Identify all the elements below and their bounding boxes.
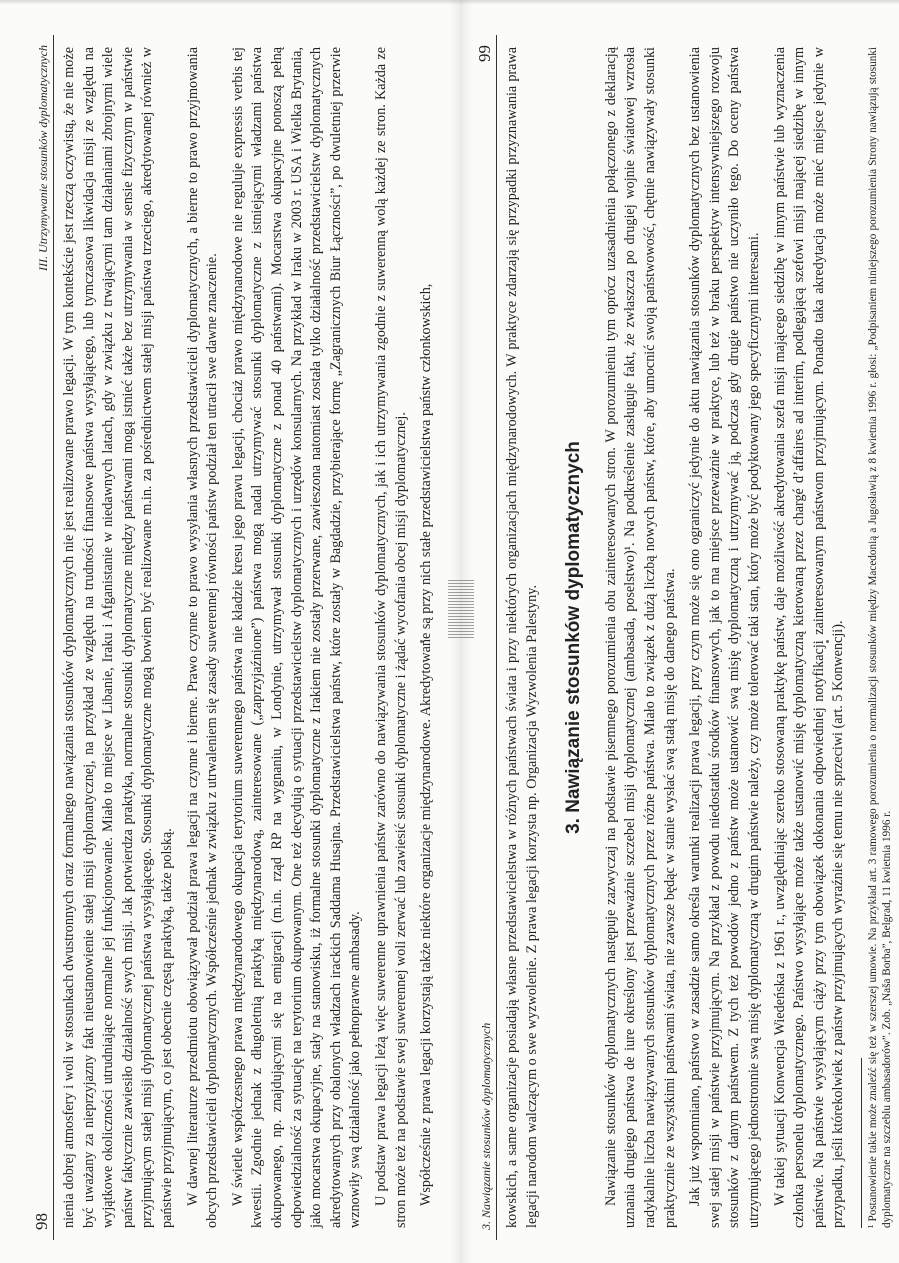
left-running-head [32,35,54,1240]
footnote-rule [861,1058,862,1228]
paragraph: Nawiązanie stosunków dyplomatycznych następuje zazwyczaj na podstawie pisemnego porozumienia obu zainteresowanych stron. W porozumieniu tym oprócz uzasadnienia połączonego z deklaracją uznania drugiego państwa de iure określony jest przeważnie szczebel misji dyplomatycznej (ambasada, poselstwo)¹. Na podkreślenie zasługuje fakt, że zwłaszcza po drugiej wojnie światowej wzrosła radykalnie liczba nawiązywanych stosunków dyplomatycznych przez różne państwa. Miało to związek z dużą liczbą nowych państw, które, aby umocnić swoją państwowość, chętnie nawiązywały stosunki praktycznie ze wszystkimi państwami świata, nie zawsze będąc w stanie wysłać swą stałą misję do danego państwa. [602,47,678,1228]
paragraph: Współcześnie z prawa legacji korzystają także niektóre organizacje międzynarodowe. Akredytowane są przy nich stałe przedstawicielstwa państw członkowskich, [418,283,435,1206]
paragraph: W świetle współczesnego prawa międzynarodowego okupacja terytorium suwerennego państwa nie kładzie kresu jego prawu legacji, chociaż prawo międzynarodowe nie reguluje expressis verbis tej kwestii. Zgodnie jednak z długoletnią praktyką międzynarodową, zainteresowane („zaprzyjaźnione”) państwa mogą nadal utrzymywać stosunki dyplomatyczne z istniejącymi władzami państwa okupowanego, np. znajdującymi się na emigracji (m.in. rząd RP na wygnaniu, w Londynie, utrzymywał stosunki dyplomatyczne z ponad 40 państwami). Mocarstwa okupacyjne ponoszą pełną odpowiedzialność za sytuację na terytorium okupowanym. One też decydują o sytuacji przedstawicielstw dyplomatycznych i urzędów konsularnych. Na przykład w Iraku w 2003 r. USA i Wielka Brytania, jako mocarstwa okupacyjne, stały na stanowisku, iż formalne stosunki dyplomatyczne z Irakiem nie zostały przerwane, zawieszona natomiast została tylko działalność przedstawicielstw dyplomatycznych akredytowanych przy obalonych władzach irackich Saddama Husajna. Przedstawicielstwa państw, które zostały w Bagdadzie, przybierające formę „Zagranicznych Biur Łączności”, po dwuletniej przerwie wznowiły swą działalność jako pełnoprawne ambasady. [229,47,364,1228]
left-body-text [54,35,437,1240]
footnote: ¹ Postanowienie takie może znaleźć się też w szerszej umowie. Na przykład art. 3 ramowego porozumienia o normalizacji stosunków między Macedonią a Jugosławią z 8 kwietnia 1996 r. głosi: „Podpisaniem niniejszego porozumienia Strony nawiązują stosunki dyplomatyczne na szczeblu ambasadorów”. Zob. „Naša Borba”, Belgrad, 11 kwietnia 1996 r. [866,47,893,1228]
right-running-title: 3. Nawiązanie stosunków dyplomatycznych [479,1022,493,1230]
paragraph: W takiej sytuacji Konwencja Wiedeńska z 1961 r., uwzględniając szeroko stosowaną praktykę państw, daje możliwość akredytowania szefa misji mającego siedzibę w innym państwie lub wyznaczenia członka personelu dyplomatycznego. Państwo wysyłające może także ustanowić misję dyplomatyczną kierowaną przez chargé d’affaires ad interim, podlegającą szefowi misji mającej siedzibę w innym państwie. Na państwie wysyłającym ciąży przy tym obowiązek dokonania odpowiedniej notyfikacji zainteresowanym państwom przyjmującym. Ponadto taka akredytacja może mieć miejsce jedynie w przypadku, jeśli którekolwiek z państw przyjmujących wyraźnie się temu nie sprzeciwi (art. 5 Konwencji). [771,47,847,1228]
paragraph: kowskich, a same organizacje posiadają własne przedstawicielstwa w różnych państwach świata i przy niektórych organizacjach międzynarodowych. W praktyce zdarzają się przypadki przyznawania prawa legacji narodom walczącym o swe wyzwolenie. Z prawa legacji korzysta np. Organizacja Wyzwolenia Palestyny. [504,47,540,1228]
gutter-shadow [448,580,474,640]
paragraph: nienia dobrej atmosfery i woli w stosunkach dwustronnych oraz formalnego nawiązania stosunków dyplomatycznych nie jest realizowane prawo legacji. W tym kontekście jest rzeczą oczywistą, że nie może być uważany za nieprzyjazny fakt nieustanowienie stałej misji dyplomatycznej, na przykład ze względu na trudności finansowe państwa wysyłającego, lub tymczasowa likwidacja misji ze względu na wyjątkowe okoliczności utrudniające normalne jej funkcjonowanie. Miało to miejsce w Libanie, Iraku i Afganistanie w niedawnych latach, gdy w związku z trwającymi tam działaniami zbrojnymi wiele państw faktycznie zawiesiło działalność swych misji. Jak potwierdza praktyka, normalne stosunki dyplomatyczne między państwami mogą istnieć także bez utrzymywania w sensie fizycznym w państwie przyjmującym stałej misji dyplomatycznej państwa wysyłającego. Stosunki dyplomatyczne mogą bowiem być realizowane m.in. za pośrednictwem stałej misji państwa trzeciego, akredytowanej również w państwie przyjmującym, co jest obecnie częstą praktyką, także polską. [61,47,175,1228]
right-body-text [497,35,849,1240]
left-page-number: 98 [32,1213,51,1230]
paragraph: U podstaw prawa legacji leżą więc suwerenne uprawnienia państw zarówno do nawiązywania stosunków dyplomatycznych, jak i ich utrzymywania zgodnie z suwerenną wolą każdej ze stron. Każda ze stron może też na podstawie swej suwerennej woli zerwać lub zawiesić stosunki dyplomatyczne i żądać wycofania obcej misji dyplomatycznej. [372,47,409,1228]
right-page-number: 99 [475,45,494,62]
paragraph: Jak już wspomniano, państwo w zasadzie samo określa warunki realizacji prawa legacji, przy czym może się ono ograniczyć jedynie do aktu nawiązania stosunków dyplomatycznych bez ustanowienia swej stałej misji w państwie przyjmującym. Na przykład z powodu niedostatku środków finansowych, jak to ma miejsce przeważnie w praktyce, lub też w braku perspektyw intensywniejszego rozwoju stosunków z danym państwem. Z tych też powodów jedno z państw może ustanowić swą misję dyplomatyczną i utrzymywać ją, podczas gdy drugie państwo nie uczyniło tego. Do oceny państwa utrzymującego jednostronnie swą misję dyplomatyczną w drugim państwie należy, czy może tolerować taki stan, który może być podyktowany jego specyficznymi interesami. [687,47,762,1228]
right-page [475,35,893,1240]
left-running-title: III. Utrzymywanie stosunków dyplomatycznych [36,45,50,271]
right-running-head [475,35,497,1240]
left-page [32,35,442,1240]
paragraph: W dawnej literaturze przedmiotu obowiązywał podział prawa legacji na czynne i bierne. Prawo czynne to prawo wysyłania własnych przedstawicieli dyplomatycznych, a bierne to prawo przyjmowania obcych przedstawicieli dyplomatycznych. Współcześnie jednak w związku z utrwaleniem się zasady suwerennej równości państw podział ten utracił swe dawne znaczenie. [184,47,221,1228]
section-heading: 3. Nawiązanie stosunków dyplomatycznych [563,441,585,834]
